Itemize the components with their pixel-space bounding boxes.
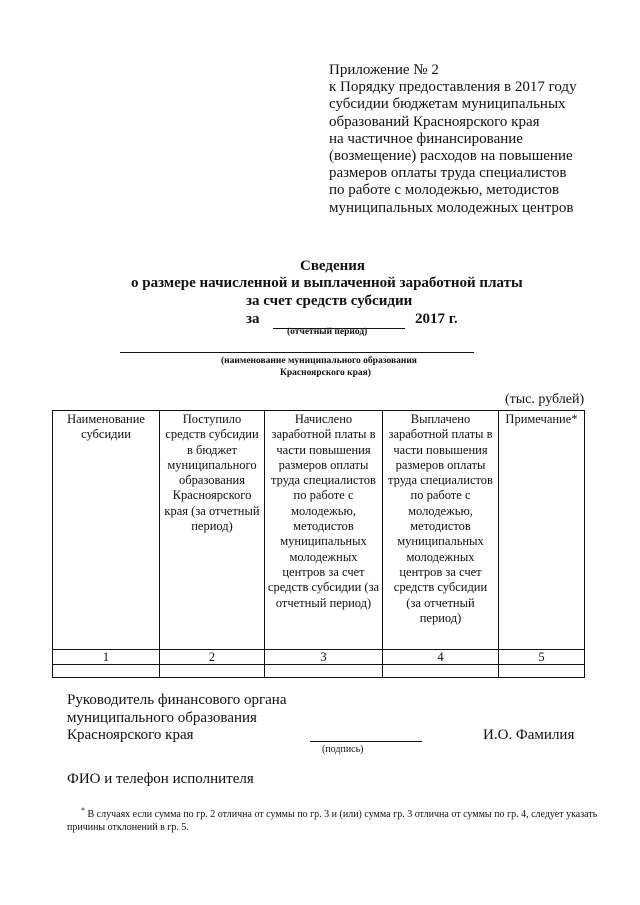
appendix-line: к Порядку предоставления в 2017 году bbox=[329, 79, 577, 96]
table-cell[interactable] bbox=[160, 665, 265, 678]
title-line-2: о размере начисленной и выплаченной заработной платы bbox=[131, 275, 523, 291]
period-blank[interactable] bbox=[273, 311, 405, 329]
appendix-line: (возмещение) расходов на повышение bbox=[329, 148, 573, 165]
municipality-caption-2: Красноярского края) bbox=[280, 368, 371, 378]
signature-block bbox=[67, 692, 287, 745]
signature-blank[interactable] bbox=[310, 741, 422, 742]
table-header-row bbox=[53, 411, 585, 650]
table-number-row bbox=[53, 650, 585, 665]
column-number: 1 bbox=[53, 650, 160, 665]
footnote-text: В случаях если сумма по гр. 2 отлична от суммы по гр. 3 и (или) сумма гр. 3 отлична от суммы по гр. 4, следует указать причины отклонений в гр. 5. bbox=[67, 809, 598, 833]
subsidy-table bbox=[52, 410, 585, 678]
appendix-line: размеров оплаты труда специалистов bbox=[329, 165, 567, 182]
appendix-line: по работе с молодежью, методистов bbox=[329, 182, 560, 199]
table-row bbox=[53, 665, 585, 678]
title-line-3: за счет средств субсидии bbox=[246, 293, 413, 309]
appendix-line: образований Красноярского края bbox=[329, 113, 540, 130]
appendix-line: Приложение № 2 bbox=[329, 62, 439, 78]
header-accrued: Начислено заработной платы в части повышения размеров оплаты труда специалистов по работе с молодежью, методистов муниципальных молодежных центров за счет средств субсидии (за отчетный период) bbox=[265, 411, 383, 650]
column-number: 3 bbox=[265, 650, 383, 665]
period-year: 2017 г. bbox=[415, 311, 458, 327]
signature-line-1: Руководитель финансового органа bbox=[67, 692, 287, 708]
table-cell[interactable] bbox=[53, 665, 160, 678]
column-number: 5 bbox=[499, 650, 585, 665]
appendix-block bbox=[329, 62, 619, 217]
footnote bbox=[67, 804, 607, 834]
table-cell[interactable] bbox=[383, 665, 499, 678]
header-note: Примечание* bbox=[499, 411, 585, 650]
header-paid: Выплачено заработной платы в части повышения размеров оплаты труда специалистов по работе с молодежью, методистов муниципальных молодежных центров за счет средств субсидии (за отчетный период) bbox=[383, 411, 499, 650]
title-line-1: Сведения bbox=[300, 258, 366, 274]
column-number: 4 bbox=[383, 650, 499, 665]
header-received: Поступило средств субсидии в бюджет муниципального образования Красноярского края (за отчетный период) bbox=[160, 411, 265, 650]
period-caption: (отчетный период) bbox=[287, 327, 368, 337]
period-row bbox=[246, 311, 458, 329]
municipality-caption-1: (наименование муниципального образования bbox=[221, 356, 417, 366]
header-subsidy-name: Наименование субсидии bbox=[53, 411, 160, 650]
municipality-blank[interactable] bbox=[120, 352, 474, 353]
appendix-line: на частичное финансирование bbox=[329, 130, 523, 147]
signature-line-3: Красноярского края bbox=[67, 727, 194, 743]
signature-caption: (подпись) bbox=[322, 744, 364, 755]
period-prefix: за bbox=[246, 311, 260, 327]
signature-line-2: муниципального образования bbox=[67, 709, 257, 726]
signatory-name: И.О. Фамилия bbox=[483, 727, 575, 743]
table-cell[interactable] bbox=[265, 665, 383, 678]
table-cell[interactable] bbox=[499, 665, 585, 678]
appendix-line: субсидии бюджетам муниципальных bbox=[329, 96, 566, 113]
executor-label: ФИО и телефон исполнителя bbox=[67, 771, 254, 787]
column-number: 2 bbox=[160, 650, 265, 665]
units-label: (тыс. рублей) bbox=[505, 392, 585, 407]
footnote-mark: * bbox=[81, 806, 85, 815]
appendix-line: муниципальных молодежных центров bbox=[329, 199, 574, 216]
